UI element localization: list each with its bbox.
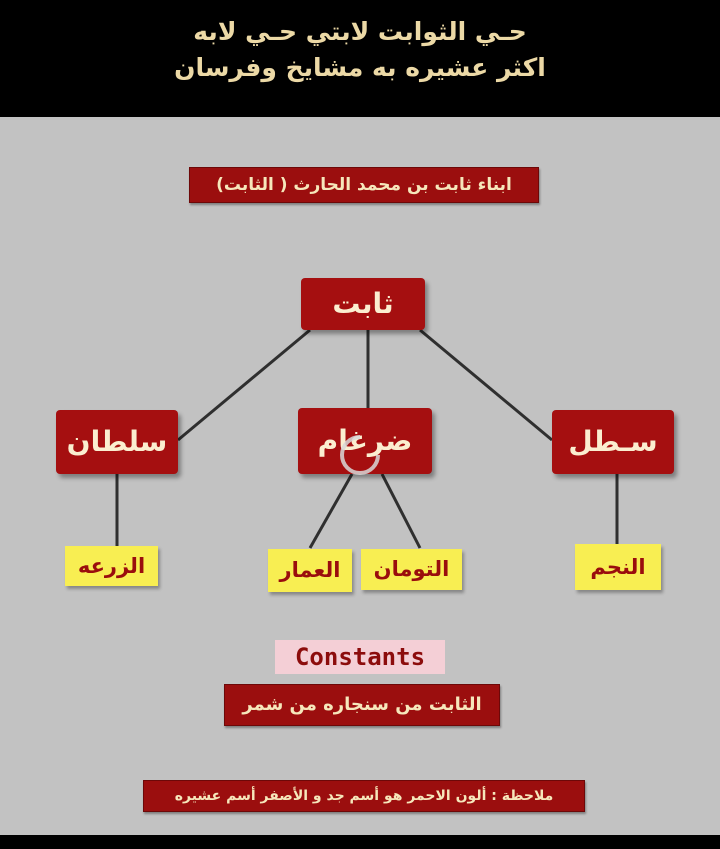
node-dirgham: ضرغام bbox=[298, 408, 432, 474]
header-line-1: حـي الثوابت لابتي حـي لابه bbox=[193, 17, 527, 46]
leaf-zaraa: الزرعه bbox=[65, 546, 158, 586]
leaf-najm: النجم bbox=[575, 544, 661, 590]
origin-banner: الثابت من سنجاره من شمر bbox=[224, 684, 500, 726]
header-line-2: اكثر عشيره به مشايخ وفرسان bbox=[174, 53, 546, 82]
node-sultan: سلطان bbox=[56, 410, 178, 474]
edge-dirgham-tooman bbox=[382, 474, 420, 548]
subtitle-banner: ابناء ثابت بن محمد الحارث ( الثابت) bbox=[189, 167, 539, 203]
loading-spinner-icon bbox=[338, 433, 382, 477]
edge-root-sutl bbox=[420, 330, 552, 440]
footer-bar bbox=[0, 835, 720, 849]
node-sutl: سـطل bbox=[552, 410, 674, 474]
legend-note-banner: ملاحظة : ألون الاحمر هو أسم جد و الأصفر أسم عشيره bbox=[143, 780, 585, 812]
leaf-tooman: التومان bbox=[361, 549, 462, 590]
edge-dirgham-ammar bbox=[310, 474, 352, 548]
constants-label: Constants bbox=[275, 640, 445, 674]
node-root: ثابت bbox=[301, 278, 425, 330]
leaf-ammar: العمار bbox=[268, 549, 352, 592]
edge-root-sultan bbox=[178, 330, 310, 440]
